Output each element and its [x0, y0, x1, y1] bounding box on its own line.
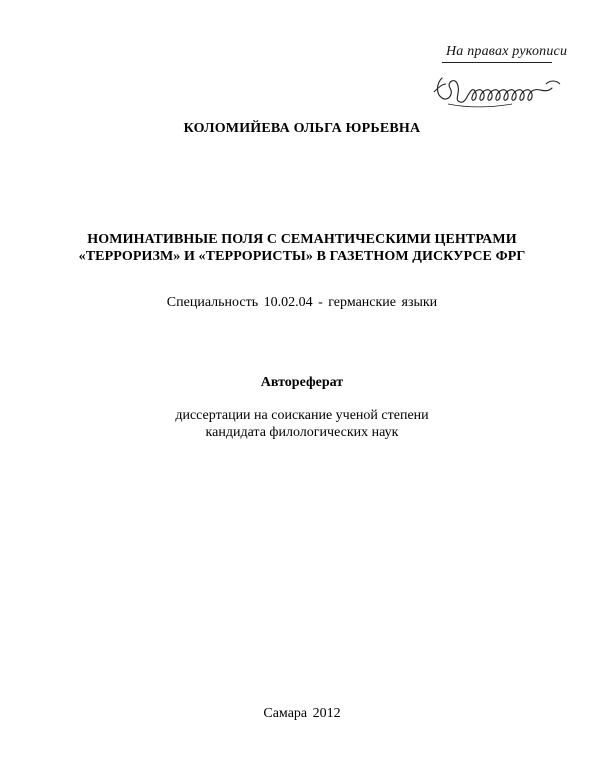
manuscript-stamp: [428, 44, 568, 112]
speciality: Специальность 10.02.04 - германские языки: [166, 295, 438, 310]
signature-icon: [428, 58, 568, 112]
dissertation-title-line-2: «ТЕРРОРИЗМ» И «ТЕРРОРИСТЫ» В ГАЗЕТНОМ ДИСКУРСЕ ФРГ: [78, 249, 526, 264]
manuscript-stamp-text: На правах рукописи: [446, 44, 568, 59]
document-type: Автореферат: [260, 375, 344, 390]
author-name: КОЛОМИЙЕВА ОЛЬГА ЮРЬЕВНА: [183, 121, 421, 136]
document-purpose-line-2: кандидата филологических наук: [205, 425, 399, 440]
dissertation-title-line-1: НОМИНАТИВНЫЕ ПОЛЯ С СЕМАНТИЧЕСКИМИ ЦЕНТРАМИ: [87, 232, 517, 247]
document-purpose-line-1: диссертации на соискание ученой степени: [175, 408, 429, 423]
city-year: Самара 2012: [263, 706, 341, 721]
